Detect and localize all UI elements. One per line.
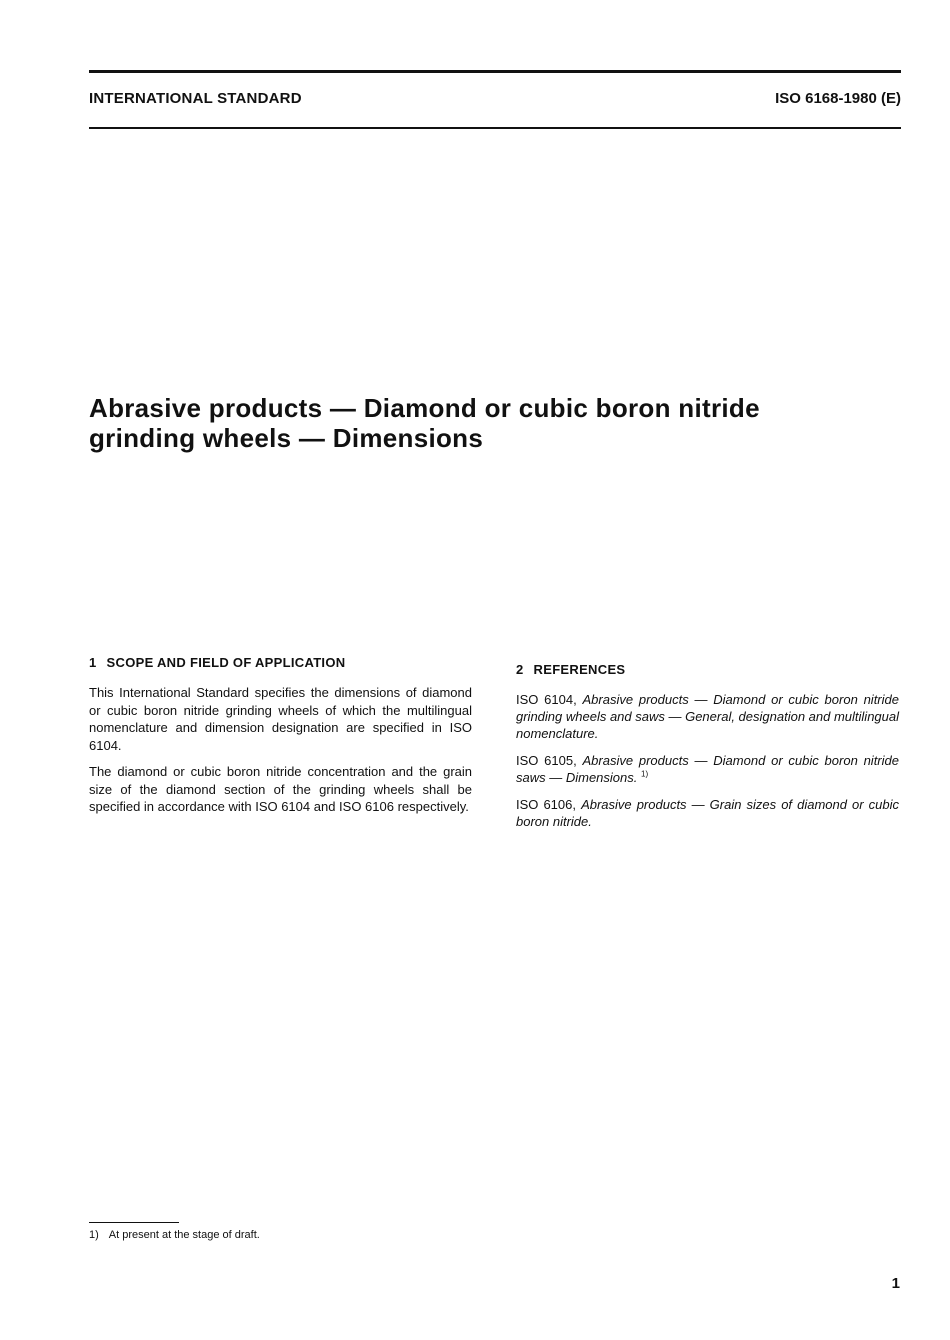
- reference-title: Abrasive products — Diamond or cubic boron nitride saws — Dimensions.: [516, 753, 899, 785]
- reference-item: [516, 752, 899, 786]
- reference-code: ISO 6104,: [516, 692, 577, 707]
- section-heading: [516, 662, 899, 677]
- section-number: 1: [89, 655, 97, 670]
- scope-paragraph-1: This International Standard specifies the dimensions of diamond or cubic boron nitride grinding wheels of which the multilingual nomenclature and dimension designation are specified in ISO 6104.: [89, 685, 472, 753]
- document-type: INTERNATIONAL STANDARD: [89, 90, 302, 107]
- reference-code: ISO 6105,: [516, 753, 577, 768]
- scope-paragraph-2: The diamond or cubic boron nitride concentration and the grain size of the diamond section of the grinding wheels shall be specified in accordance with ISO 6104 and ISO 6106 respectively.: [89, 764, 472, 814]
- document-number: ISO 6168-1980 (E): [775, 90, 901, 107]
- section-scope: [89, 655, 472, 825]
- footnote-marker: 1): [89, 1229, 99, 1241]
- reference-title: Abrasive products — Grain sizes of diamond or cubic boron nitride.: [516, 797, 899, 829]
- footnote-text: At present at the stage of draft.: [108, 1229, 260, 1241]
- section-title: SCOPE AND FIELD OF APPLICATION: [106, 655, 346, 670]
- title-line-1: Abrasive products — Diamond or cubic boron nitride: [89, 393, 760, 423]
- page-number: 1: [891, 1275, 900, 1292]
- footnote-rule: [89, 1222, 179, 1223]
- reference-item: [516, 691, 899, 742]
- section-heading: [89, 655, 472, 670]
- footnote-reference: 1): [641, 769, 649, 779]
- page-title: [89, 393, 889, 453]
- reference-code: ISO 6106,: [516, 797, 576, 812]
- header-bottom-rule: [89, 127, 901, 129]
- reference-item: [516, 796, 899, 830]
- section-title: REFERENCES: [533, 662, 626, 677]
- header-top-rule: [89, 70, 901, 73]
- title-line-2: grinding wheels — Dimensions: [89, 423, 484, 453]
- section-number: 2: [516, 662, 524, 677]
- footnote: [89, 1229, 260, 1241]
- reference-title: Abrasive products — Diamond or cubic boron nitride grinding wheels and saws — General, designation and multilingual nomenclature.: [516, 692, 900, 741]
- section-references: [516, 662, 899, 840]
